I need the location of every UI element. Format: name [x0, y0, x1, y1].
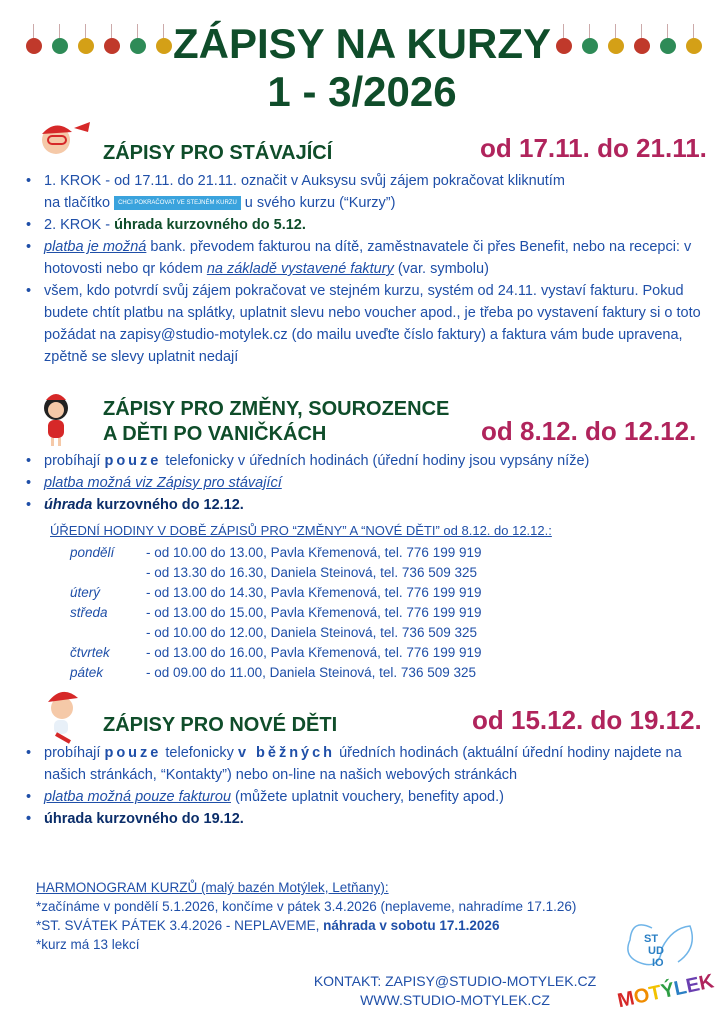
- office-hours-row: - od 10.00 do 12.00, Daniela Steinová, tel. 736 509 325: [146, 625, 478, 640]
- svg-text:ST: ST: [644, 933, 659, 945]
- studio-motylek-logo: [612, 918, 716, 1013]
- list-item: • všem, kdo potvrdí svůj zájem pokračovat ve stejném kurzu, systém od 24.11. vystaví fakturu. Pokud budete chtít platbu na splátky, uplatnit slevu nebo voucher apod., je třeba po vystavení faktury si o toto požádat na zapisy@studio-motylek.cz (do mailu uveďte číslo faktury) a faktura vám bude upravena, zpětně se slevy uplatnit nedají: [22, 280, 702, 368]
- office-hours-row: - od 13.30 do 16.30, Daniela Steinová, tel. 736 509 325: [146, 565, 478, 580]
- page-title: ZÁPISY NA KURZY: [172, 20, 552, 67]
- new-list: [22, 742, 702, 830]
- schedule: [36, 878, 576, 954]
- list-item: • probíhají pouze telefonicky v úředních hodinách (úřední hodiny jsou vypsány níže): [22, 450, 702, 472]
- contact-website: WWW.STUDIO-MOTYLEK.CZ: [360, 992, 550, 1008]
- existing-list: [22, 170, 702, 368]
- section-date-changes: od 8.12. do 12.12.: [481, 416, 697, 446]
- svg-text:MOTÝLEK: MOTÝLEK: [615, 970, 716, 1013]
- svg-text:IO: IO: [652, 957, 664, 969]
- office-hours-row: pondělí - od 10.00 do 13.00, Pavla Křemenová, tel. 776 199 919: [70, 545, 482, 560]
- changes-list: [22, 450, 702, 516]
- list-item: • 2. KROK - úhrada kurzovného do 5.12.: [22, 214, 702, 236]
- contact-email: KONTAKT: ZAPISY@STUDIO-MOTYLEK.CZ: [313, 973, 597, 989]
- office-hours-table: [70, 543, 482, 683]
- list-item: • platba je možná bank. převodem fakturou na dítě, zaměstnavatele či přes Benefit, nebo na recepci: v hotovosti nebo qr kódem na základě vystavené faktury (var. symbolu): [22, 236, 702, 280]
- section-heading-new: ZÁPISY PRO NOVÉ DĚTI: [103, 714, 338, 736]
- schedule-line: *začínáme v pondělí 5.1.2026, končíme v pátek 3.4.2026 (neplaveme, nahradíme 17.1.26): [36, 899, 577, 914]
- section-heading-changes-line2: A DĚTI PO VANIČKÁCH: [103, 423, 327, 445]
- schedule-title: HARMONOGRAM KURZŮ (malý bazén Motýlek, Letňany):: [36, 880, 389, 895]
- schedule-line: *kurz má 13 lekcí: [36, 937, 140, 952]
- elf-girl-illustration: [40, 686, 90, 744]
- page-subtitle: 1 - 3/2026: [267, 68, 457, 115]
- schedule-line: *ST. SVÁTEK PÁTEK 3.4.2026 - NEPLAVEME, náhrada v sobotu 17.1.2026: [36, 918, 500, 933]
- list-item: • úhrada kurzovného do 19.12.: [22, 808, 702, 830]
- section-date-new: od 15.12. do 19.12.: [472, 705, 702, 735]
- section-heading-changes-line1: ZÁPISY PRO ZMĚNY, SOUROZENCE: [103, 398, 450, 420]
- office-hours-title: ÚŘEDNÍ HODINY V DOBĚ ZÁPISŮ PRO “ZMĚNY” A “NOVÉ DĚTI” od 8.12. do 12.12.:: [50, 523, 552, 538]
- list-item: • úhrada kurzovného do 12.12.: [22, 494, 702, 516]
- list-item: • 1. KROK - od 17.11. do 21.11. označit v Auksysu svůj zájem pokračovat kliknutím na tlačítko CHCI POKRAČOVAT VE STEJNÉM KURZU u svého kurzu (“Kurzy”): [22, 170, 702, 214]
- list-item: • platba možná viz Zápisy pro stávající: [22, 472, 702, 494]
- swimmer-girl-illustration: [34, 118, 94, 166]
- continue-course-button: CHCI POKRAČOVAT VE STEJNÉM KURZU: [114, 196, 241, 210]
- office-hours-row: úterý - od 13.00 do 14.30, Pavla Křemenová, tel. 776 199 919: [70, 585, 482, 600]
- office-hours-row: středa - od 13.00 do 15.00, Pavla Křemenová, tel. 776 199 919: [70, 605, 482, 620]
- girl-illustration: [36, 392, 76, 448]
- section-heading-existing: ZÁPISY PRO STÁVAJÍCÍ: [103, 142, 333, 164]
- section-date-existing: od 17.11. do 21.11.: [480, 133, 707, 163]
- svg-text:UD: UD: [648, 945, 664, 957]
- list-item: • probíhají pouze telefonicky v běžných úředních hodinách (aktuální úřední hodiny najdete na našich stránkách, “Kontakty”) nebo on-line na našich webových stránkách: [22, 742, 702, 786]
- office-hours-row: pátek - od 09.00 do 11.00, Daniela Steinová, tel. 736 509 325: [70, 665, 476, 680]
- office-hours-row: čtvrtek - od 13.00 do 16.00, Pavla Křemenová, tel. 776 199 919: [70, 645, 482, 660]
- contact: [290, 972, 620, 1010]
- list-item: • platba možná pouze fakturou (můžete uplatnit vouchery, benefity apod.): [22, 786, 702, 808]
